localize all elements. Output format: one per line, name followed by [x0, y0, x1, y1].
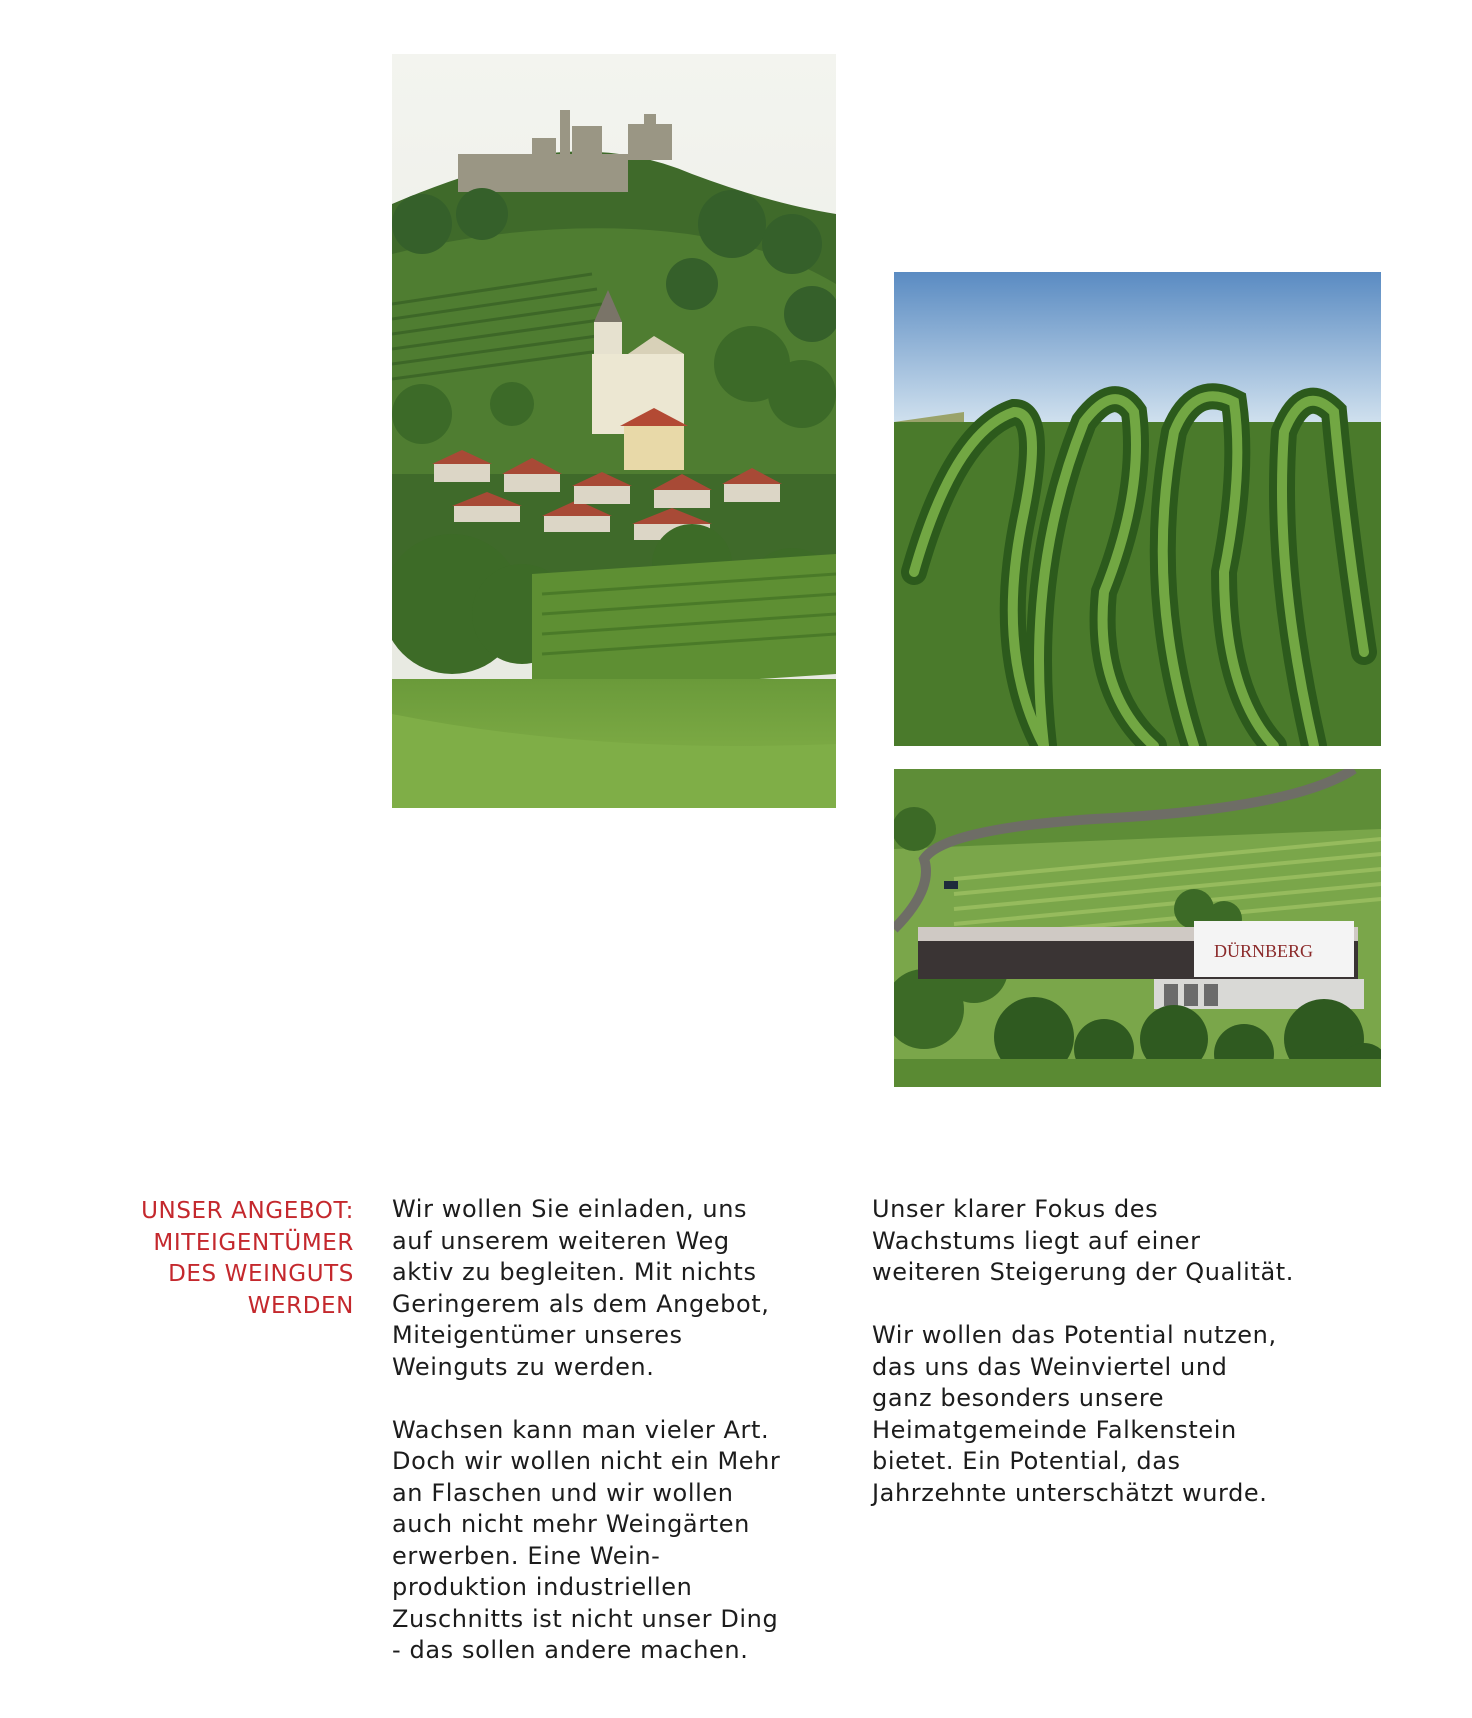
vineyard-image [894, 272, 1381, 746]
village-photo [392, 54, 836, 808]
heading-line: DES WEINGUTS [168, 1261, 354, 1287]
text-line: aktiv zu begleiten. Mit nichts [392, 1258, 757, 1286]
heading-line: MITEIGENTÜMER [153, 1229, 354, 1256]
text-line: weiteren Steigerung der Qualität. [872, 1258, 1295, 1286]
paragraph [872, 1194, 1352, 1289]
text-line: Unser klarer Fokus des [872, 1195, 1159, 1223]
text-line: das uns das Weinviertel und [872, 1352, 1228, 1381]
text-line: Wir wollen Sie einladen, uns [392, 1195, 748, 1223]
text-line: Zuschnitts ist nicht unser Ding [392, 1604, 779, 1633]
text-line: Weinguts zu werden. [392, 1352, 655, 1381]
text-line: Wachsen kann man vieler Art. [392, 1415, 770, 1444]
vineyard-photo [894, 272, 1381, 746]
winery-image [894, 769, 1381, 1087]
text-line: Doch wir wollen nicht ein Mehr [392, 1447, 781, 1475]
winery-photo [894, 769, 1381, 1087]
text-line: auf unserem weiteren Weg [392, 1226, 730, 1255]
text-line: an Flaschen und wir wollen [392, 1478, 734, 1507]
text-line: bietet. Ein Potential, das [872, 1447, 1181, 1475]
text-line: Heimatgemeinde Falkenstein [872, 1415, 1237, 1444]
village-image [392, 54, 836, 808]
section-heading [100, 1196, 354, 1322]
text-line: Geringerem als dem Angebot, [392, 1289, 770, 1318]
text-line: auch nicht mehr Weingärten [392, 1510, 750, 1538]
text-line: Jahrzehnte unterschätzt wurde. [872, 1478, 1268, 1507]
heading-line: UNSER ANGEBOT: [141, 1198, 354, 1224]
text-line: erwerben. Eine Wein- [392, 1541, 661, 1570]
text-line: Wachstums liegt auf einer [872, 1226, 1201, 1255]
text-line: ganz besonders unsere [872, 1384, 1165, 1412]
left-text-column [392, 1194, 832, 1698]
paragraph [872, 1320, 1352, 1509]
paragraph [392, 1415, 832, 1667]
text-line: produktion industriellen [392, 1573, 693, 1601]
paragraph [392, 1194, 832, 1383]
winery-sign: DÜRNBERG [1214, 941, 1314, 961]
heading-line: WERDEN [247, 1292, 354, 1319]
right-text-column [872, 1194, 1352, 1541]
text-line: Miteigentümer unseres [392, 1321, 683, 1349]
text-line: - das sollen andere machen. [392, 1636, 749, 1664]
text-line: Wir wollen das Potential nutzen, [872, 1321, 1277, 1349]
